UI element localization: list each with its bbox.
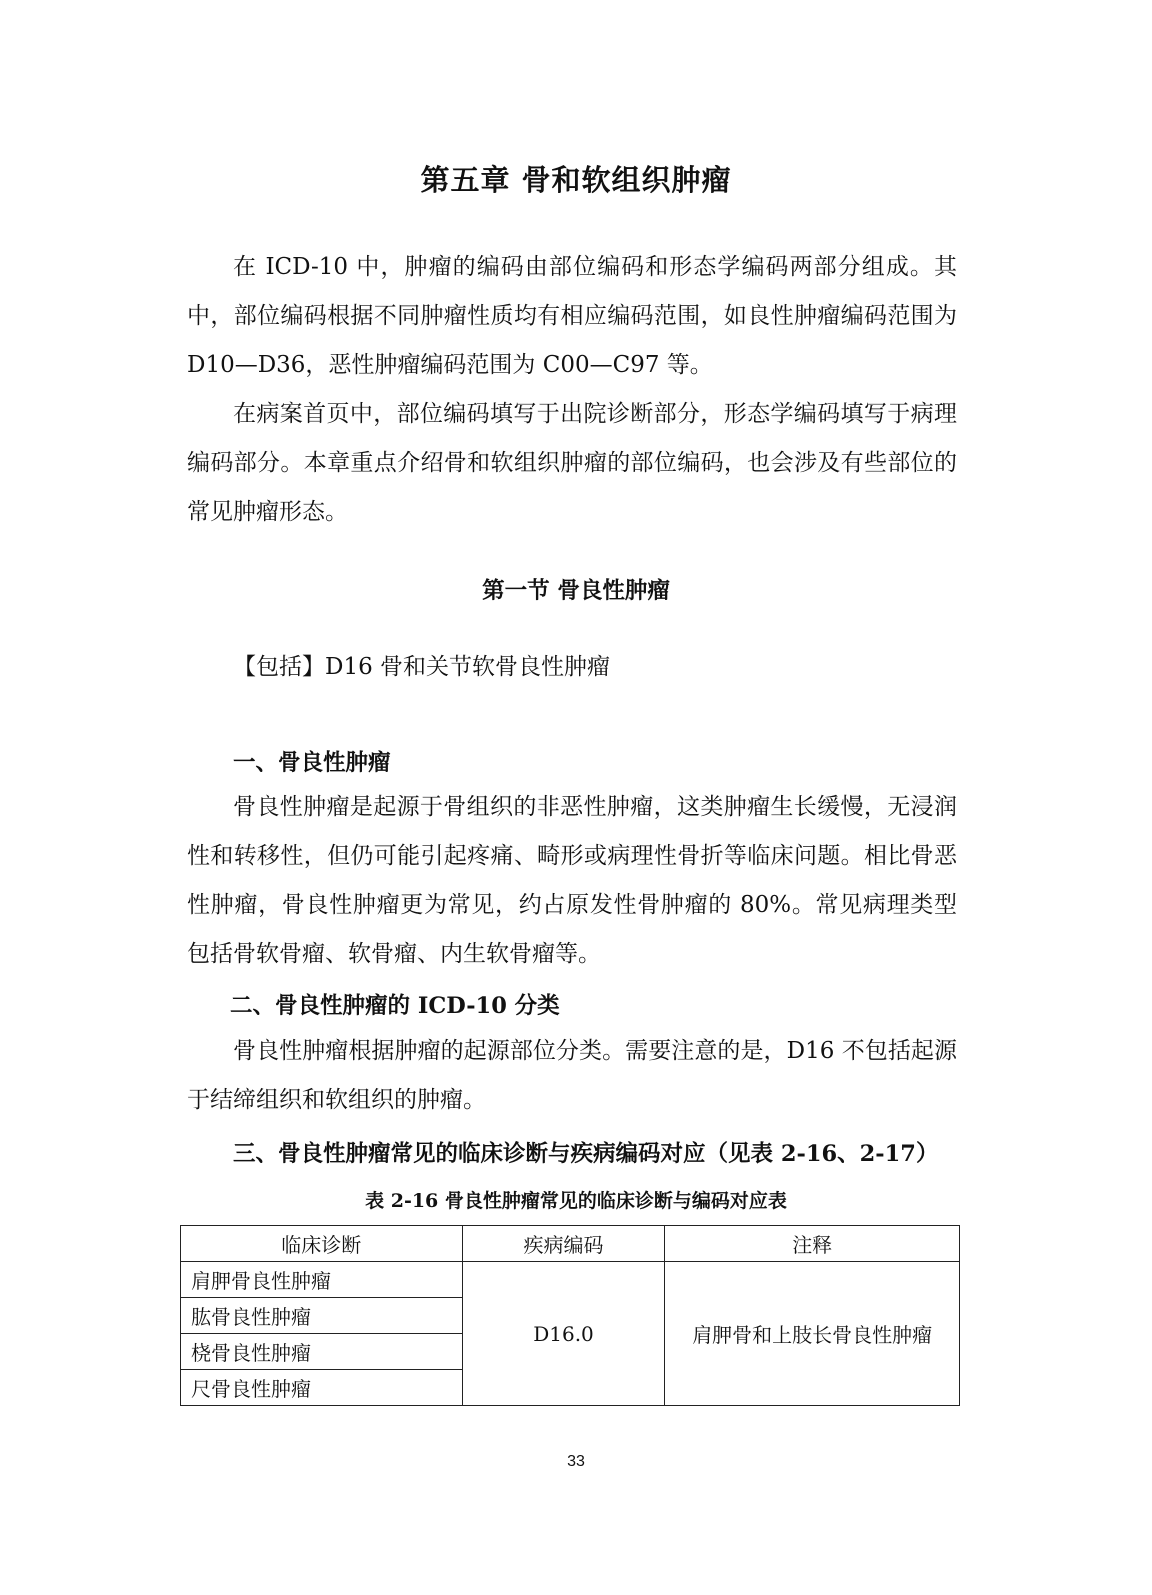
- paragraph-classification: 骨良性肿瘤根据肿瘤的起源部位分类。需要注意的是，D16 不包括起源于结缔组织和软组织的肿瘤。: [187, 1038, 957, 1113]
- heading-diagnosis-code-mapping: 三、骨良性肿瘤常见的临床诊断与疾病编码对应（见表 2-16、2-17）: [233, 1141, 939, 1167]
- header-clinical-diagnosis: 临床诊断: [181, 1226, 463, 1262]
- header-note: 注释: [665, 1226, 960, 1262]
- table-caption: 表 2-16 骨良性肿瘤常见的临床诊断与编码对应表: [365, 1190, 787, 1212]
- code-cell: D16.0: [462, 1262, 665, 1406]
- page-number: 33: [567, 1453, 585, 1470]
- heading-benign-bone-tumor: 一、骨良性肿瘤: [233, 750, 391, 776]
- include-line: 【包括】D16 骨和关节软骨良性肿瘤: [233, 654, 611, 680]
- header-disease-code: 疾病编码: [462, 1226, 665, 1262]
- diagnosis-code-table: [180, 1225, 960, 1406]
- section-title: 第一节 骨良性肿瘤: [482, 578, 670, 604]
- diagnosis-cell: 桡骨良性肿瘤: [181, 1334, 463, 1370]
- table-row: [181, 1262, 960, 1298]
- chapter-title: 第五章 骨和软组织肿瘤: [420, 163, 732, 197]
- intro-paragraph-2: 在病案首页中，部位编码填写于出院诊断部分，形态学编码填写于病理编码部分。本章重点介绍骨和软组织肿瘤的部位编码，也会涉及有些部位的常见肿瘤形态。: [187, 401, 957, 525]
- intro-paragraph-1: 在 ICD-10 中，肿瘤的编码由部位编码和形态学编码两部分组成。其中，部位编码根据不同肿瘤性质均有相应编码范围，如良性肿瘤编码范围为 D10—D36，恶性肿瘤编码范围为 C00—C97 等。: [187, 254, 957, 378]
- table-header-row: [181, 1226, 960, 1262]
- diagnosis-cell: 肱骨良性肿瘤: [181, 1298, 463, 1334]
- paragraph-benign-bone-tumor: 骨良性肿瘤是起源于骨组织的非恶性肿瘤，这类肿瘤生长缓慢，无浸润性和转移性，但仍可能引起疼痛、畸形或病理性骨折等临床问题。相比骨恶性肿瘤，骨良性肿瘤更为常见，约占原发性骨肿瘤的 80%。常见病理类型包括骨软骨瘤、软骨瘤、内生软骨瘤等。: [187, 794, 957, 967]
- heading-icd10-classification: 二、骨良性肿瘤的 ICD-10 分类: [230, 993, 560, 1019]
- diagnosis-cell: 肩胛骨良性肿瘤: [181, 1262, 463, 1298]
- diagnosis-cell: 尺骨良性肿瘤: [181, 1370, 463, 1406]
- note-cell: 肩胛骨和上肢长骨良性肿瘤: [665, 1262, 960, 1406]
